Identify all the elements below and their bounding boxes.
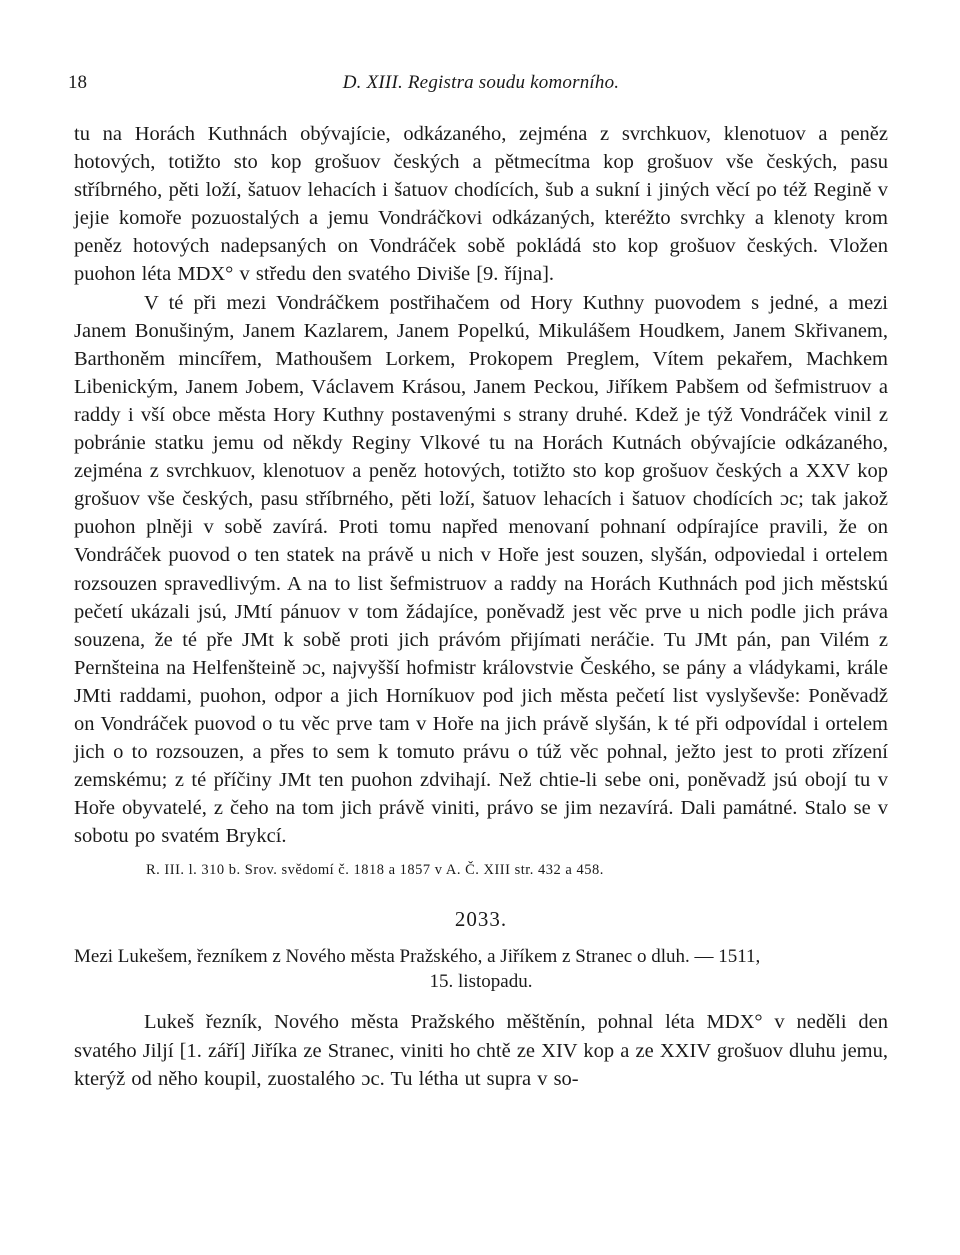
entry-summary <box>74 944 888 994</box>
page-header <box>68 68 888 102</box>
page-number: 18 <box>68 72 87 93</box>
entry-number: 2033. <box>454 907 508 932</box>
body-paragraph-2: V té při mezi Vondráčkem postřihačem od Hory Kuthny puovodem s jedné, a mezi Janem Bonušiným, Janem Kazlarem, Janem Popelkú, Mikulášem Houdkem, Janem Skřivanem, Barthoněm mincířem, Mathoušem Lorkem, Prokopem Preglem, Vítem pekařem, Machkem Libenickým, Janem Jobem, Václavem Krásou, Janem Peckou, Jiříkem Pabšem od šefmistruov a raddy i vší obce města Hory Kuthny postavenými s strany druhé. Kdež je týž Vondráček vinil z pobránie statku jemu od někdy Reginy Vlkové tu na Horách Kutnách obývajície odkázaného, zejména z svrchkuov, klenotuov a peněz hotových, totižto sto kop grošuov českých a XXV kop grošuov vše českých, pasu stříbrného, pěti loží, šatuov lehacích i šatuov chodících ɔc; tak jakož puohon plněji v sobě zavírá. Proti tomu napřed menovaní pohnaní odpírajíce pravili, že on Vondráček puovod o ten statek na právě u nich v Hoře jest souzen, slyšán, odpoviedal i ortelem rozsouzen spravedlivým. A na to list šefmistruov a raddy na Horách Kuthnách pod jich městskú pečetí ukázali jsú, JMtí pánuov v tom žádajíce, poněvadž jest věc prve u nich podle jich práva souzena, že té pře JMt k sobě proti jich právóm přijímati neráčie. Tu JMt pán, pan Vilém z Pernšteina na Helfenšteině ɔc, najvyšší hofmistr královstvie Českého, se pány a vládykami, krále JMti raddami, puohon, odpor a jich Horníkuov pod jich města pečetí list vyslyševše: Poněvadž on Vondráček puovod o tu věc prve tam v Hoře na jich právě slyšán, k té při odpovídal i ortelem jich o to rozsouzen, a přes to sem k tomuto právu o túž věc pohnal, ježto jest to proti zřízení zemskému; z té příčiny JMt ten puohon zdvihají. Než chtie-li sebe oni, poněvadž jsú obojí tu v Hoře obyvatelé, z čeho na tom jich právě viniti, právo se jim nezavírá. Dali památné. Stalo se v sobotu po svatém Brykcí. <box>74 291 888 848</box>
document-page <box>68 68 888 1093</box>
running-title: D. XIII. Registra soudu komorního. <box>342 72 620 93</box>
entry-summary-text: Mezi Lukešem, řezníkem z Nového města Pražského, a Jiříkem z Stranec o dluh. — 1511, <box>74 946 761 968</box>
entry-paragraph: Lukeš řezník, Nového města Pražského měštěnín, pohnal léta MDX° v neděli den svatého Jiljí [1. září] Jiříka ze Stranec, viniti ho chtě ze XIV kop a ze XXIV grošuov dluhu jemu, kterýž od něho koupil, zuostalého ɔc. Tu létha ut supra v so- <box>74 1011 888 1090</box>
source-note: R. III. l. 310 b. Srov. svědomí č. 1818 a 1857 v A. Č. XIII str. 432 a 458. <box>146 862 604 879</box>
entry-date: 15. listopadu. <box>429 971 533 993</box>
body-paragraph-1: tu na Horách Kuthnách obývajície, odkázaného, zejména z svrchkuov, klenotuov a peněz hotových, totižto sto kop grošuov českých a pětmecítma kop grošuov vše českých, pasu stříbrného, pěti loží, šatuov lehacích i šatuov chodících, šub a sukní i jiných věcí po též Regině v jejie komoře pozuostalých a jemu Vondráčkovi odkázaných, kteréžto svrchky a klenoty krom peněz hotových nadepsaných on Vondráček sobě pokládá sto kop grošuov českých. Vložen puohon léta MDX° v středu den svatého Diviše [9. října]. <box>74 123 888 286</box>
